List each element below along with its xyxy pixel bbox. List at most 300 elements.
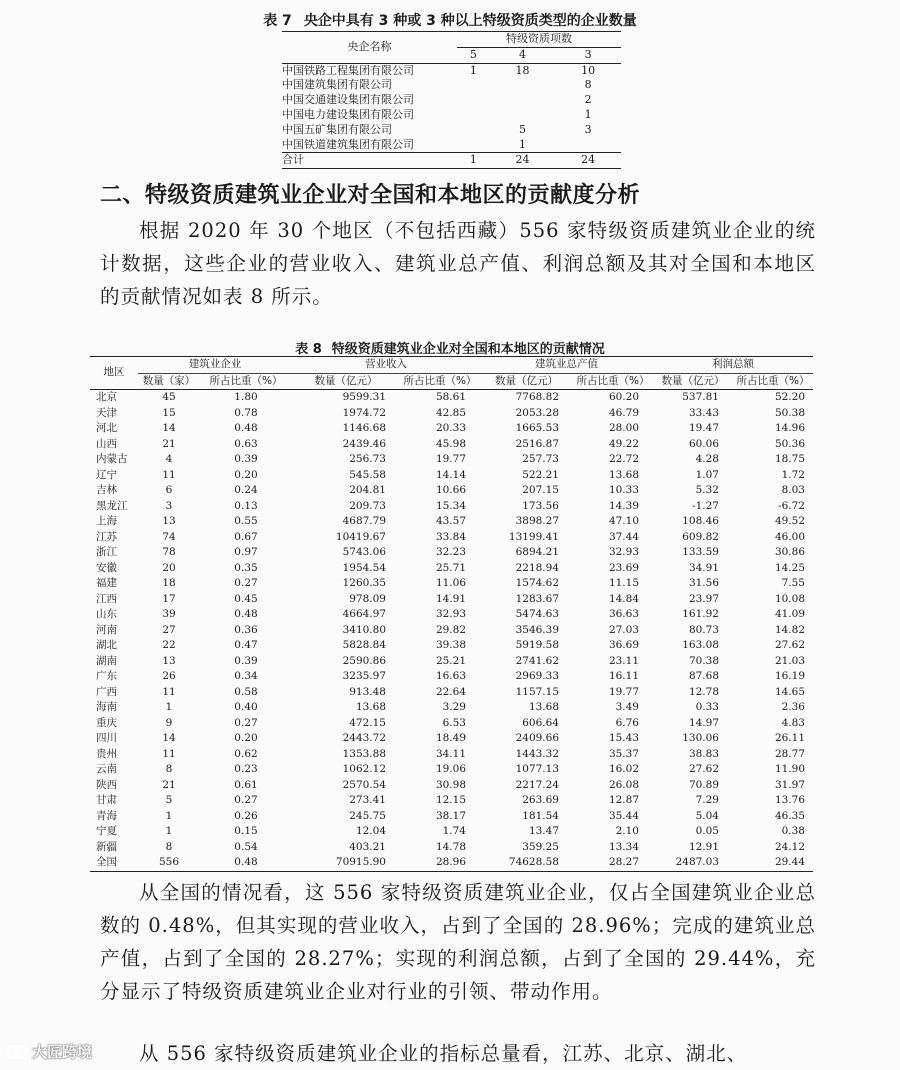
table7-caption — [0, 10, 900, 30]
table8-cell: 14.82 — [774, 623, 805, 636]
table8-cell: 0.58 — [234, 685, 258, 698]
table8-region-cell: 云南 — [96, 763, 117, 775]
paragraph-regional: 从 556 家特级资质建筑业企业的指标总量看，江苏、北京、湖北、 — [139, 1042, 748, 1065]
table8-cell: 0.45 — [234, 592, 258, 605]
table8-cell: 1.72 — [781, 468, 805, 481]
table8-cell: 2409.66 — [515, 732, 559, 744]
table8-cell: 19.47 — [688, 422, 719, 434]
table8-cell: 20 — [162, 561, 176, 574]
table8-cell: 3.49 — [615, 701, 639, 713]
table8-subheader: 所占比重（%） — [200, 373, 292, 390]
table8-cell: 1062.12 — [342, 763, 386, 775]
table8-region-cell: 福建 — [96, 577, 117, 589]
table7-cell: 8 — [584, 78, 592, 92]
table8-cell: 0.48 — [200, 855, 292, 871]
table8-cell: 27.62 — [774, 639, 805, 651]
table8-cell: 36.63 — [608, 608, 639, 620]
table7-cell — [490, 78, 556, 93]
table8-cell: 0.48 — [234, 608, 258, 620]
table8-cell: 545.58 — [349, 468, 386, 481]
table8-cell: 22.64 — [435, 685, 466, 698]
table8-cell: 10.08 — [774, 592, 805, 605]
table8-cell: 26.08 — [608, 778, 639, 791]
table8-cell: 4664.97 — [342, 608, 386, 620]
table8-row — [90, 654, 813, 670]
table8-cell: 5743.06 — [342, 546, 386, 558]
table8-cell: 1665.53 — [515, 422, 559, 434]
table8-row — [90, 592, 813, 608]
table8-cell: 22 — [162, 639, 176, 651]
table8-cell: 5 — [165, 794, 173, 806]
table7-row — [282, 63, 621, 78]
table8-cell: 108.46 — [682, 515, 719, 527]
table8-region-cell: 湖南 — [96, 654, 117, 667]
table8-cell: 87.68 — [688, 670, 719, 682]
table8-row — [90, 530, 813, 546]
table8-cell: 0.27 — [234, 577, 258, 589]
table8-cell: 0.23 — [234, 763, 258, 775]
table7-name-header: 央企名称 — [282, 32, 457, 64]
table8-cell: 257.73 — [522, 453, 559, 465]
table8-cell: 0.61 — [234, 778, 258, 791]
table7-cell: 24 — [555, 153, 621, 169]
table8-cell: 21 — [162, 437, 176, 450]
table7-cell — [457, 123, 490, 138]
table8-cell: 23.11 — [608, 654, 639, 667]
table8-region-cell: 吉林 — [96, 484, 117, 496]
table8-cell: 38.83 — [688, 747, 719, 760]
table8-cell: 20.33 — [435, 422, 466, 434]
table8-cell: 537.81 — [682, 391, 719, 403]
table8-cell: 15.43 — [608, 732, 639, 744]
table8-cell: 161.92 — [682, 608, 719, 620]
table8-cell: 43.57 — [435, 515, 466, 527]
table7-cell — [457, 108, 490, 123]
table8-cell: 0.38 — [781, 825, 805, 837]
table8-cell: 11.06 — [435, 577, 466, 589]
table8-cell: 163.08 — [682, 639, 719, 651]
table8-region-cell: 湖北 — [96, 639, 117, 651]
table8-subheader: 数量（亿元） — [292, 373, 400, 390]
table8-cell: 12.15 — [435, 794, 466, 806]
table8-cell: 46.00 — [774, 530, 805, 543]
table8-cell: 50.36 — [774, 437, 805, 450]
table8-row — [90, 437, 813, 453]
table8-cell: 0.27 — [234, 716, 258, 729]
table7-cell: 18 — [515, 63, 530, 77]
table8-cell: 60.06 — [688, 437, 719, 450]
table8-region-cell: 河北 — [96, 422, 117, 434]
table8-region-cell: 江苏 — [96, 530, 117, 543]
table8-region-cell: 海南 — [96, 701, 117, 713]
table7-label: 表 7 — [263, 13, 292, 29]
table8-row — [90, 840, 813, 856]
table8-cell: 33.43 — [688, 406, 719, 419]
table8-cell: 4687.79 — [342, 515, 386, 527]
table8-cell: 80.73 — [688, 623, 719, 636]
table7-cell: 5 — [519, 122, 527, 136]
table7-cell — [555, 138, 621, 153]
table8-cell: 13.68 — [355, 701, 386, 713]
table8-cell: 181.54 — [522, 809, 559, 822]
table8-cell: 16.02 — [608, 763, 639, 775]
table8-cell: 209.73 — [349, 499, 386, 512]
table8-cell: 14.65 — [774, 685, 805, 698]
table8-cell: 2443.72 — [342, 732, 386, 744]
table8-cell: 6.53 — [442, 716, 466, 729]
table8-group-header: 利润总额 — [653, 357, 813, 374]
table8-region-cell: 甘肃 — [96, 794, 117, 806]
table8-subheader: 所占比重（%） — [733, 373, 813, 390]
table8-cell: 50.38 — [774, 406, 805, 419]
table8-cell: 556 — [138, 855, 200, 871]
table8-cell: 46.79 — [608, 406, 639, 419]
table8-cell: 24.12 — [774, 840, 805, 853]
table8-row — [90, 561, 813, 577]
table8-row — [90, 747, 813, 763]
table8-region-cell: 上海 — [96, 515, 117, 527]
table8-cell: 5474.63 — [515, 608, 559, 620]
table7-group-header: 特级资质项数 — [457, 32, 621, 48]
table7-subheader: 5 — [457, 47, 490, 63]
table8-region-cell: 全国 — [90, 855, 138, 871]
table8-cell: 2969.33 — [515, 670, 559, 682]
table8-cell: 403.21 — [349, 840, 386, 853]
table8-cell: 0.20 — [234, 732, 258, 744]
table8-cell: 15 — [162, 406, 176, 419]
table8-subheader: 数量（家） — [138, 373, 200, 390]
table7-cell — [490, 108, 556, 123]
table8-cell: 0.54 — [234, 840, 258, 853]
table8-row — [90, 638, 813, 654]
table8-cell: 6894.21 — [515, 546, 559, 558]
table8-title: 特级资质建筑业企业对全国和本地区的贡献情况 — [331, 342, 605, 357]
table8-cell: 1 — [165, 701, 173, 713]
table8-cell: 12.04 — [355, 825, 386, 837]
table8-cell: 32.93 — [435, 608, 466, 620]
table8-cell: 13.68 — [608, 468, 639, 481]
table8-region-cell: 广东 — [96, 670, 117, 682]
table8-cell: 0.39 — [234, 654, 258, 667]
table8-cell: 21.03 — [774, 654, 805, 667]
table8-cell: 34.11 — [435, 747, 466, 760]
table8-cell: 14.91 — [435, 592, 466, 605]
table8-row — [90, 452, 813, 468]
table8-cell: 1.74 — [442, 825, 466, 837]
table8-cell: 11 — [162, 747, 176, 760]
table8-cell: 15.34 — [435, 499, 466, 512]
table8-cell: 0.27 — [234, 794, 258, 806]
table8-cell: 30.86 — [774, 546, 805, 558]
table8-cell: 13.68 — [528, 701, 559, 713]
table8-region-cell: 山西 — [96, 437, 117, 450]
table8-cell: 37.44 — [608, 530, 639, 543]
table8-cell: 23.97 — [688, 592, 719, 605]
table8-cell: 19.77 — [435, 453, 466, 465]
table8-cell: 1283.67 — [515, 592, 559, 605]
table8-row — [90, 545, 813, 561]
table8-cell: 19.77 — [608, 685, 639, 698]
table8-cell: 10.33 — [608, 484, 639, 496]
table7-row — [282, 123, 621, 138]
table8-cell: 3546.39 — [515, 623, 559, 636]
table7-row — [282, 108, 621, 123]
table8-cell: 1.80 — [234, 391, 258, 403]
table7-company-name: 中国铁道建筑集团有限公司 — [282, 137, 414, 151]
table8-cell: 0.36 — [234, 623, 258, 636]
table8-cell: 28.77 — [774, 747, 805, 760]
table8-cell: 25.71 — [435, 561, 466, 574]
table8-cell: 52.20 — [774, 391, 805, 403]
table8-cell: 11 — [162, 468, 176, 481]
table8-cell: 0.40 — [234, 701, 258, 713]
table8-cell: 34.91 — [688, 561, 719, 574]
table8-cell: 0.63 — [234, 437, 258, 450]
table8-cell: 5.32 — [695, 484, 719, 496]
table8-cell: 13.76 — [774, 794, 805, 806]
table8-cell: 60.20 — [608, 391, 639, 403]
table8-row — [90, 855, 813, 871]
table8-region-cell: 山东 — [96, 608, 117, 620]
table7-company-name: 中国建筑集团有限公司 — [282, 78, 392, 92]
table8-cell: 13.47 — [528, 825, 559, 837]
table8-cell: 1954.54 — [342, 561, 386, 574]
table8-cell: 35.44 — [608, 809, 639, 822]
table8-cell: 39 — [162, 608, 176, 620]
table7-cell: 3 — [584, 122, 592, 136]
table8-cell: 45 — [162, 391, 176, 403]
table8-row — [90, 468, 813, 484]
table8-row — [90, 716, 813, 732]
table8-cell: 14.78 — [435, 840, 466, 853]
table8-cell: 14.39 — [608, 499, 639, 512]
table8-cell: 46.35 — [774, 809, 805, 822]
table8-cell: 49.22 — [608, 437, 639, 450]
table8-cell: 2.36 — [781, 701, 805, 713]
table8-cell: 0.97 — [234, 546, 258, 558]
table8-region-cell: 贵州 — [96, 747, 117, 760]
table8-cell: 0.05 — [695, 825, 719, 837]
table8-cell: 5.04 — [695, 809, 719, 822]
table8-cell: 1974.72 — [342, 406, 386, 419]
table8-label: 表 8 — [295, 342, 322, 357]
table8-row — [90, 778, 813, 794]
table8-cell: 8.03 — [781, 484, 805, 496]
table8-cell: 0.24 — [234, 484, 258, 496]
table8-cell: 0.26 — [234, 809, 258, 822]
table8-region-cell: 辽宁 — [96, 468, 117, 481]
table8-cell: 0.47 — [234, 639, 258, 651]
table8-cell: 1260.35 — [342, 577, 386, 589]
table8-cell: 263.69 — [522, 794, 559, 806]
table8-cell: 18.49 — [435, 732, 466, 744]
table8-cell: 38.17 — [435, 809, 466, 822]
table8-cell: 70.38 — [688, 654, 719, 667]
table8-cell: 14 — [162, 422, 176, 434]
table7-row — [282, 138, 621, 153]
table8-cell: 22.72 — [608, 453, 639, 465]
table8-row — [90, 576, 813, 592]
table8-cell: 9599.31 — [342, 391, 386, 403]
table8-cell: 2570.54 — [342, 778, 386, 791]
table8-cell: 1.07 — [695, 468, 719, 481]
table8-cell: 8 — [165, 840, 173, 853]
table7-cell — [457, 93, 490, 108]
table7-cell: 10 — [581, 63, 596, 77]
table8-row — [90, 824, 813, 840]
table8-cell: 2590.86 — [342, 654, 386, 667]
table8-cell: 12.87 — [608, 794, 639, 806]
table8-cell: 10.66 — [435, 484, 466, 496]
table8-cell: 130.06 — [682, 732, 719, 744]
table8-cell: 28.00 — [608, 422, 639, 434]
table7-cell: 2 — [584, 93, 592, 107]
table8-cell: 609.82 — [682, 530, 719, 543]
table8-cell: 2053.28 — [515, 406, 559, 419]
table8-cell: 78 — [162, 546, 176, 558]
table8-cell: 70915.90 — [292, 855, 400, 871]
table7-row — [282, 78, 621, 93]
table8-cell: 1353.88 — [342, 747, 386, 760]
table8-cell: 45.98 — [435, 437, 466, 450]
table8-cell: 522.21 — [522, 468, 559, 481]
table8-cell: 47.10 — [608, 515, 639, 527]
table8-row — [90, 421, 813, 437]
table8-cell: 472.15 — [349, 716, 386, 729]
table8-cell: 0.13 — [234, 499, 258, 512]
table8-cell: 13 — [162, 654, 176, 667]
table8-cell: 23.69 — [608, 561, 639, 574]
table8-cell: 13199.41 — [508, 530, 559, 543]
table8-cell: 3 — [165, 499, 173, 512]
table8-row — [90, 483, 813, 499]
table8-subheader: 数量（亿元） — [480, 373, 573, 390]
table8-cell: 7768.82 — [515, 391, 559, 403]
table8-cell: 70.89 — [688, 778, 719, 791]
table8-cell: 16.19 — [774, 670, 805, 682]
table8-group-header: 建筑业企业 — [138, 357, 292, 374]
table8-region-cell: 黑龙江 — [96, 499, 128, 512]
table8-cell: 11.90 — [774, 763, 805, 775]
table8-subheader: 所占比重（%） — [573, 373, 653, 390]
table8-cell: 7.29 — [695, 794, 719, 806]
table8-cell: 3.29 — [442, 701, 466, 713]
table8-cell: 17 — [162, 592, 176, 605]
table7-cell — [490, 93, 556, 108]
table8-cell: 2487.03 — [653, 855, 733, 871]
table7-row — [282, 93, 621, 108]
table8-row — [90, 669, 813, 685]
table8-row — [90, 793, 813, 809]
table8-cell: 42.85 — [435, 406, 466, 419]
table7-total-label: 合计 — [282, 153, 457, 169]
table8-region-cell: 广西 — [96, 685, 117, 698]
table8-cell: 19.06 — [435, 763, 466, 775]
table8-cell: 0.55 — [234, 515, 258, 527]
table8-cell: 31.97 — [774, 778, 805, 791]
table8-cell: 606.64 — [522, 716, 559, 729]
table8-cell: -6.72 — [778, 499, 805, 512]
table8-cell: 2.10 — [615, 825, 639, 837]
table8-region-cell: 内蒙古 — [96, 453, 128, 465]
table8-cell: 74628.58 — [480, 855, 573, 871]
table8-cell: 29.82 — [435, 623, 466, 636]
table8-region-cell: 重庆 — [96, 716, 117, 729]
table8-cell: 32.23 — [435, 546, 466, 558]
table8-cell: 1443.32 — [515, 747, 559, 760]
table7-cell: 1 — [457, 153, 490, 169]
table8-cell: 6 — [165, 484, 173, 496]
table8-subheader: 数量（亿元） — [653, 373, 733, 390]
table8-cell: 0.67 — [234, 530, 258, 543]
table7-subheader: 4 — [490, 47, 556, 63]
table8-cell: 4.28 — [695, 453, 719, 465]
table8-cell: 0.48 — [234, 422, 258, 434]
table8-cell: 0.34 — [234, 670, 258, 682]
paragraph-intro: 根据 2020 年 30 个地区（不包括西藏）556 家特级资质建筑业企业的统计数据，这些企业的营业收入、建筑业总产值、利润总额及其对全国和本地区的贡献情况如表 8 所示。 — [100, 219, 816, 308]
paragraph-national: 从全国的情况看，这 556 家特级资质建筑业企业，仅占全国建筑业企业总数的 0.48%，但其实现的营业收入，占到了全国的 28.96%；完成的建筑业总产值，占到了全国的 28.27%；实现的利润总额，占到了全国的 29.44%，充分显示了特级资质建筑业企业对行业的引领、带动作用。 — [100, 881, 816, 1003]
table8-region-cell: 陕西 — [96, 778, 117, 791]
table8-cell: 359.25 — [522, 840, 559, 853]
table8-cell: 27 — [162, 623, 176, 636]
table8-cell: 39.38 — [435, 639, 466, 651]
table8-region-cell: 宁夏 — [96, 825, 117, 837]
table8-cell: 13 — [162, 515, 176, 527]
table8-cell: 58.61 — [435, 391, 466, 403]
table8-cell: 3898.27 — [515, 515, 559, 527]
table8-cell: 28.27 — [573, 855, 653, 871]
table8-cell: 245.75 — [349, 809, 386, 822]
table8-cell: 2741.62 — [515, 654, 559, 667]
table8-cell: 30.98 — [435, 778, 466, 791]
table8-cell: 74 — [162, 530, 176, 543]
table8-cell: 13.34 — [608, 840, 639, 853]
table8-group-header: 建筑业总产值 — [480, 357, 653, 374]
table7-cell — [457, 78, 490, 93]
table8-region-cell: 安徽 — [96, 561, 117, 574]
table8-cell: 36.69 — [608, 639, 639, 651]
watermark — [6, 1041, 92, 1062]
table8-cell: 49.52 — [774, 515, 805, 527]
table8-region-cell: 天津 — [96, 406, 117, 419]
table7-cell: 1 — [519, 137, 527, 151]
table8-cell: 11.15 — [608, 577, 639, 589]
table7-cell: 24 — [490, 153, 556, 169]
table8-cell: 14 — [162, 732, 176, 744]
table7-cell — [457, 138, 490, 153]
table7-company-name: 中国铁路工程集团有限公司 — [282, 63, 414, 77]
table8-cell: 2218.94 — [515, 561, 559, 574]
table8-cell: 207.15 — [522, 484, 559, 496]
section-heading: 二、特级资质建筑业企业对全国和本地区的贡献度分析 — [100, 183, 641, 208]
table8-row — [90, 607, 813, 623]
table8-cell: 1157.15 — [515, 685, 559, 698]
table7-company-name: 中国电力建设集团有限公司 — [282, 107, 414, 121]
table7-subheader: 3 — [555, 47, 621, 63]
table8-cell: 16.63 — [435, 670, 466, 682]
table8-cell: 31.56 — [688, 577, 719, 589]
table8-cell: 173.56 — [522, 499, 559, 512]
table8-cell: 978.09 — [349, 592, 386, 605]
table7-cell: 1 — [469, 63, 477, 77]
table8-cell: 256.73 — [349, 453, 386, 465]
table8-cell: 2516.87 — [515, 437, 559, 450]
table8-cell: 4 — [165, 453, 173, 465]
table8-cell: 1 — [165, 809, 173, 822]
table8-subheader: 所占比重（%） — [400, 373, 480, 390]
table8-cell: 12.91 — [688, 840, 719, 853]
watermark-text: 大匠跨境 — [32, 1043, 93, 1061]
